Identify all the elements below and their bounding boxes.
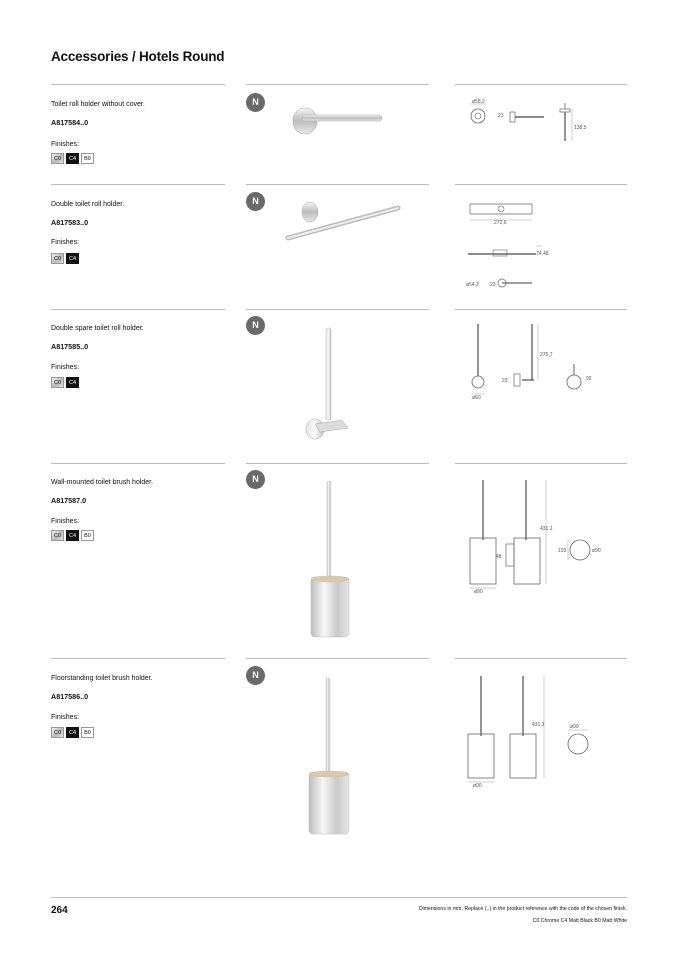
- divider: [246, 463, 429, 464]
- technical-drawing-1: [462, 97, 592, 152]
- finish-c0-swatch: C0: [51, 727, 64, 738]
- product-code: A817583..0: [51, 218, 89, 227]
- dim-label: ø90: [473, 783, 482, 789]
- finish-c4-swatch: C4: [66, 530, 79, 541]
- product-photo-wall-brush-holder: [295, 475, 365, 640]
- divider: [51, 184, 225, 185]
- footer-divider: [51, 897, 627, 898]
- product-description: Toilet roll holder without cover.: [51, 101, 145, 108]
- dim-label: 23: [498, 113, 504, 119]
- divider: [455, 84, 627, 85]
- finish-swatches: [51, 727, 94, 738]
- technical-drawing-2: [462, 196, 592, 296]
- divider: [455, 309, 627, 310]
- finish-b0-swatch: B0: [81, 153, 94, 164]
- dimensions-footnote: Dimensions in mm. Replace (..) in the product reference with the code of the chosen finish.: [418, 906, 627, 912]
- dim-label: ø58,2: [472, 99, 485, 105]
- finishes-label: Finishes:: [51, 364, 80, 371]
- new-badge: N: [246, 192, 265, 211]
- product-photo-spare-roll-holder: [290, 322, 370, 447]
- dim-label: 275,7: [540, 352, 553, 358]
- divider: [51, 658, 225, 659]
- finishes-label: Finishes:: [51, 518, 80, 525]
- dim-label: ø54,2: [466, 282, 479, 288]
- divider: [246, 184, 429, 185]
- dim-label: ø90: [570, 724, 579, 730]
- finish-b0-swatch: B0: [81, 727, 94, 738]
- finishes-label: Finishes:: [51, 239, 80, 246]
- finishes-label: Finishes:: [51, 714, 80, 721]
- product-code: A817584..0: [51, 118, 89, 127]
- finish-c4-swatch: C4: [66, 377, 79, 388]
- new-badge: N: [246, 316, 265, 335]
- dim-label: ø90: [592, 548, 601, 554]
- finish-c0-swatch: C0: [51, 377, 64, 388]
- finish-c0-swatch: C0: [51, 153, 64, 164]
- dim-label: 48: [496, 554, 502, 560]
- dim-label: 431,1: [532, 722, 545, 728]
- finish-legend: C0 Chrome C4 Matt Black B0 Matt White: [532, 918, 627, 924]
- dim-label: ø90: [474, 589, 483, 594]
- finish-c4-swatch: C4: [66, 153, 79, 164]
- product-photo-floor-brush-holder: [295, 672, 370, 838]
- dim-label: 138,5: [574, 125, 587, 131]
- dim-label: 92: [586, 376, 592, 382]
- finish-c4-swatch: C4: [66, 727, 79, 738]
- divider: [246, 84, 429, 85]
- new-badge: N: [246, 93, 265, 112]
- finish-swatches: [51, 253, 79, 264]
- finish-b0-swatch: B0: [81, 530, 94, 541]
- dim-label: 431,1: [540, 526, 553, 532]
- page-number: 264: [51, 905, 68, 916]
- finish-swatches: [51, 377, 79, 388]
- product-photo-double-roll-holder: [270, 198, 410, 253]
- product-code: A817586..0: [51, 692, 89, 701]
- finish-c0-swatch: C0: [51, 253, 64, 264]
- new-badge: N: [246, 666, 265, 685]
- product-description: Wall-mounted toilet brush holder.: [51, 479, 154, 486]
- divider: [455, 658, 627, 659]
- divider: [51, 309, 225, 310]
- dim-label: 74,48: [536, 251, 549, 257]
- finish-swatches: [51, 530, 94, 541]
- dim-label: 272,6: [494, 220, 507, 226]
- dim-label: 23: [502, 378, 508, 384]
- finish-c0-swatch: C0: [51, 530, 64, 541]
- dim-label: ø60: [472, 395, 481, 401]
- product-description: Double toilet roll holder.: [51, 201, 125, 208]
- finishes-label: Finishes:: [51, 141, 80, 148]
- page-title: Accessories / Hotels Round: [51, 49, 225, 64]
- dim-label: 103: [558, 548, 567, 554]
- technical-drawing-4: [462, 474, 612, 594]
- dim-label: 23: [490, 282, 496, 288]
- divider: [246, 309, 429, 310]
- divider: [246, 658, 429, 659]
- technical-drawing-3: [462, 318, 602, 413]
- finish-c4-swatch: C4: [66, 253, 79, 264]
- divider: [51, 84, 225, 85]
- product-description: Floorstanding toilet brush holder.: [51, 675, 153, 682]
- product-code: A817587.0: [51, 496, 87, 505]
- divider: [51, 463, 225, 464]
- divider: [455, 463, 627, 464]
- divider: [455, 184, 627, 185]
- technical-drawing-5: [462, 670, 612, 790]
- product-code: A817585..0: [51, 342, 89, 351]
- product-photo-roll-holder: [270, 95, 390, 145]
- new-badge: N: [246, 470, 265, 489]
- finish-swatches: [51, 153, 94, 164]
- product-description: Double spare toilet roll holder.: [51, 325, 144, 332]
